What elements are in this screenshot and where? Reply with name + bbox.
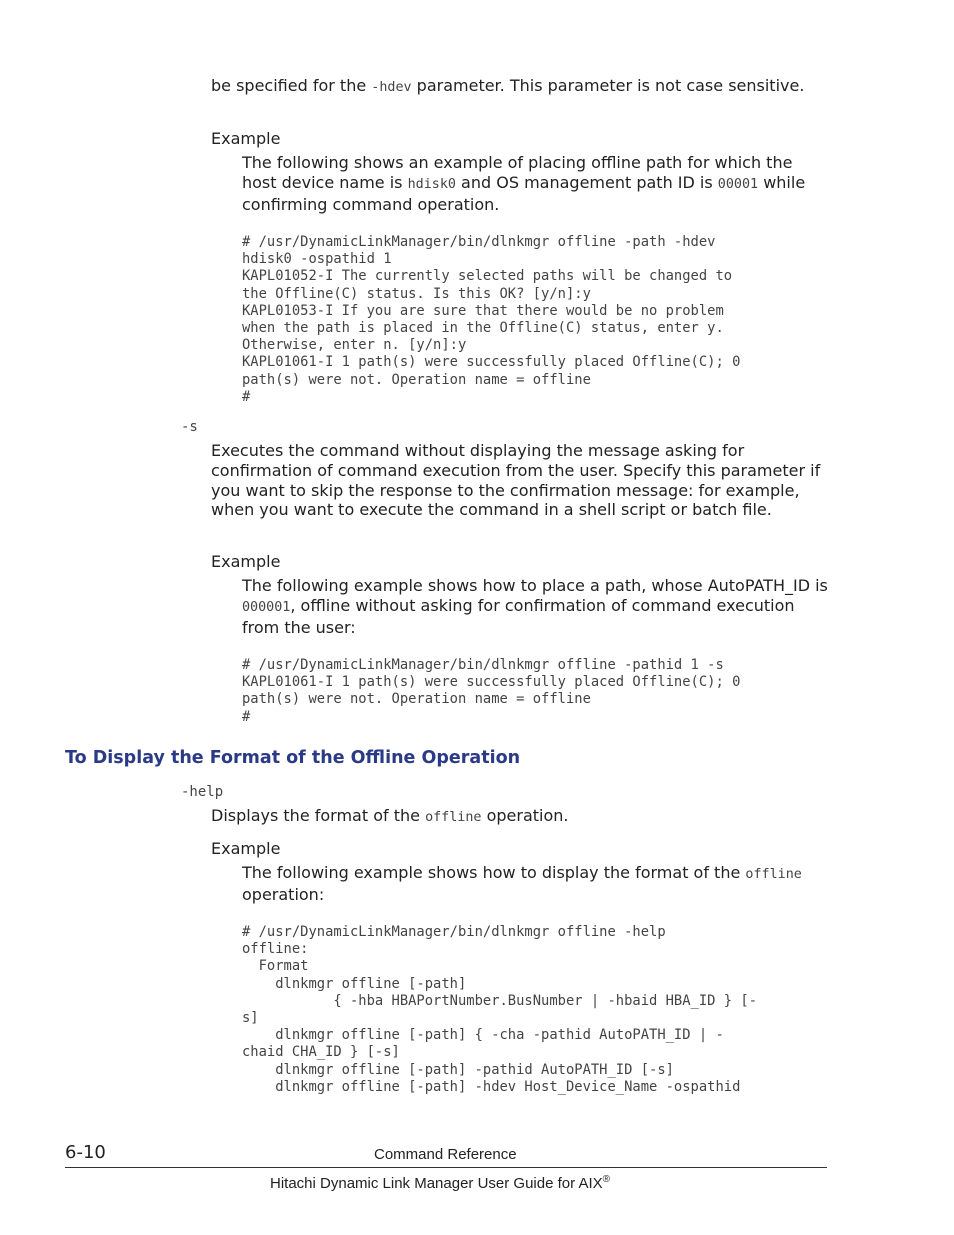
inline-code-hdisk0: hdisk0	[407, 176, 456, 192]
inline-code-autopath-id: 000001	[242, 599, 291, 615]
example-label-1: Example	[211, 129, 281, 148]
code-example-2: # /usr/DynamicLinkManager/bin/dlnkmgr offline -pathid 1 -s KAPL01061-I 1 path(s) were successfully placed Offline(C); 0 path(s) were not. Operation name = offline #	[242, 657, 741, 725]
example-label-2: Example	[211, 552, 281, 571]
code-example-1: # /usr/DynamicLinkManager/bin/dlnkmgr offline -path -hdev hdisk0 -ospathid 1 KAPL01052-I The currently selected paths will be changed to the Offline(C) status. Is this OK? [y/n]:y KAPL01053-I If you are sure that there would be no problem when the path is placed in the Offline(C) status, enter y. Otherwise, enter n. [y/n]:y KAPL01061-I 1 path(s) were successfully placed Offline(C); 0 path(s) were not. Operation name = offline #	[242, 234, 741, 405]
example-1-text: The following shows an example of placing offline path for which the host device name is hdisk0 and OS management path ID is 00001 while confirming command operation.	[242, 153, 806, 214]
inline-code-offline-2: offline	[745, 867, 802, 882]
code-example-3: # /usr/DynamicLinkManager/bin/dlnkmgr offline -help offline: Format dlnkmgr offline [-path] { -hba HBAPortNumber.BusNumber | -hbaid HBA_ID } [- s] dlnkmgr offline [-path] { -cha -pathid AutoPATH_ID | - chaid CHA_ID } [-s] dlnkmgr offline [-path] -pathid AutoPATH_ID [-s] dlnkmgr offline [-path] -hdev Host_Device_Name -ospathid	[242, 924, 757, 1095]
inline-code-offline: offline	[425, 810, 482, 825]
footer-guide-title: Hitachi Dynamic Link Manager User Guide for AIX®	[270, 1174, 611, 1192]
registered-mark: ®	[602, 1174, 611, 1185]
example-3-text: The following example shows how to display the format of the offline operation:	[242, 863, 802, 904]
option-help: -help	[181, 784, 224, 800]
option-s-description: Executes the command without displaying the message asking for confirmation of command execution from the user. Specify this parameter if you want to skip the response to the confirmation message: for example, when you want to execute the command in a shell script or batch file.	[211, 441, 821, 520]
inline-code-ospathid: 00001	[717, 176, 759, 192]
example-2-text: The following example shows how to place a path, whose AutoPATH_ID is 000001, offline without asking for confirmation of command execution from the user:	[242, 576, 828, 637]
footer-divider	[65, 1167, 827, 1168]
example-label-3: Example	[211, 839, 281, 858]
page-number: 6-10	[65, 1142, 106, 1163]
section-heading: To Display the Format of the Offline Operation	[65, 748, 521, 768]
option-help-description: Displays the format of the offline operation.	[211, 806, 569, 825]
hdev-description-text: be specified for the -hdev parameter. This parameter is not case sensitive.	[211, 76, 805, 95]
inline-code-hdev: -hdev	[371, 80, 412, 95]
footer-chapter: Command Reference	[374, 1146, 517, 1163]
option-s: -s	[181, 419, 198, 435]
